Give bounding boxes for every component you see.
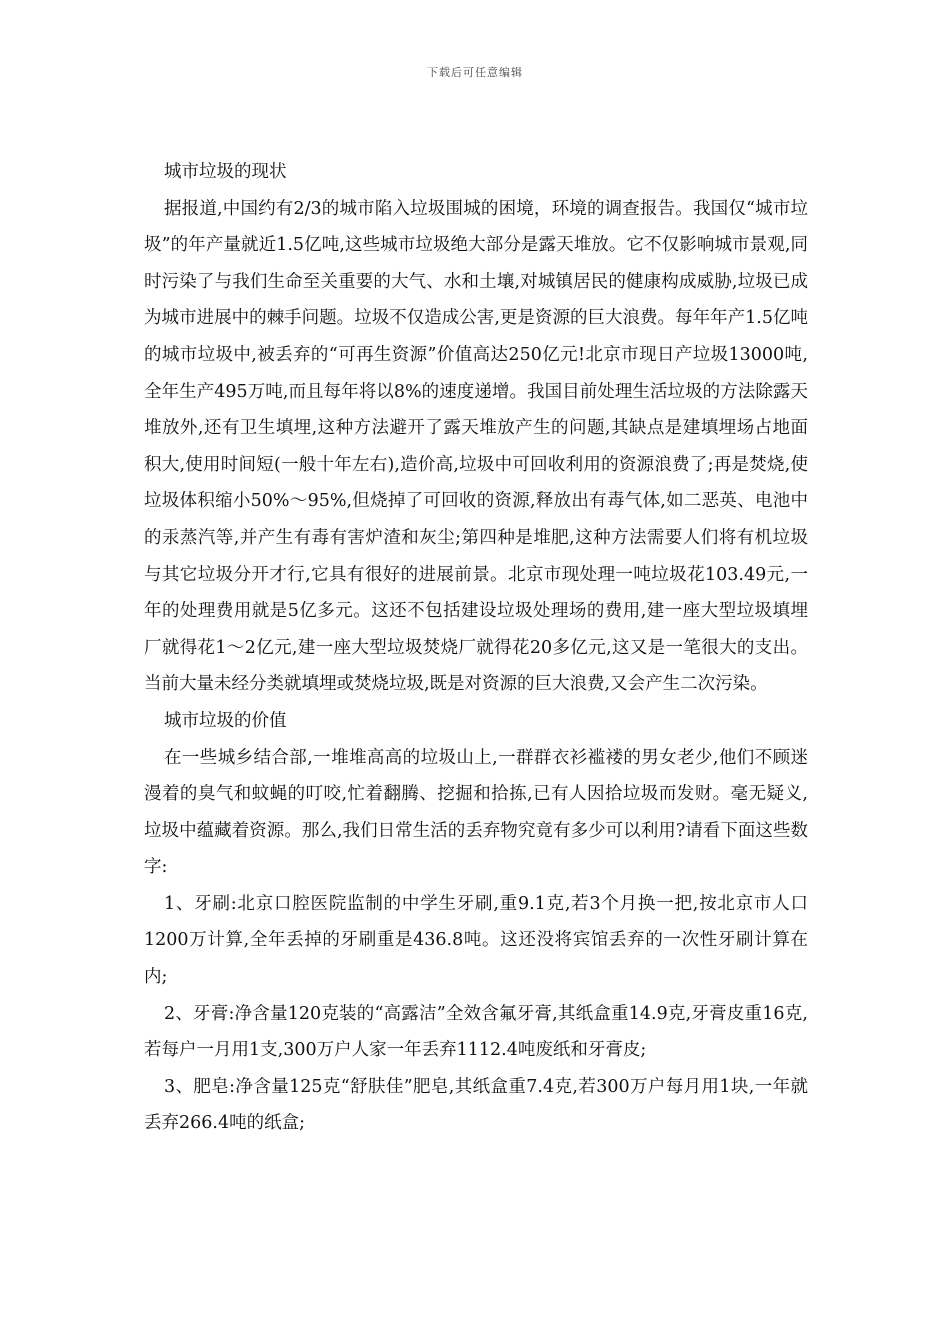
paragraph-toothbrush: 1、牙刷:北京口腔医院监制的中学生牙刷,重9.1克,若3个月换一把,按北京市人口1200万计算,全年丢掉的牙刷重是436.8吨。这还没将宾馆丢弃的一次性牙刷计算在内; xyxy=(144,893,808,988)
document-body xyxy=(144,154,808,1142)
section-heading-status: 城市垃圾的现状 xyxy=(164,162,287,182)
paragraph-toothpaste: 2、牙膏:净含量120克装的“高露洁”全效含氟牙膏,其纸盒重14.9克,牙膏皮重16克,若每户一月用1支,300万户人家一年丢弃1112.4吨废纸和牙膏皮; xyxy=(144,1003,808,1061)
paragraph-soap: 3、肥皂:净含量125克“舒肤佳”肥皂,其纸盒重7.4克,若300万户每月用1块,一年就丢弃266.4吨的纸盒; xyxy=(144,1076,808,1134)
paragraph-status: 据报道,中国约有2/3的城市陷入垃圾围城的困境，环境的调查报告。我国仅“城市垃圾”的年产量就近1.5亿吨,这些城市垃圾绝大部分是露天堆放。它不仅影响城市景观,同时污染了与我们生命至关重要的大气、水和土壤,对城镇居民的健康构成威胁,垃圾已成为城市进展中的棘手问题。垃圾不仅造成公害,更是资源的巨大浪费。每年年产1.5亿吨的城市垃圾中,被丢弃的“可再生资源”价值高达250亿元!北京市现日产垃圾13000吨,全年生产495万吨,而且每年将以8%的速度递增。我国目前处理生活垃圾的方法除露天堆放外,还有卫生填埋,这种方法避开了露天堆放产生的问题,其缺点是建填埋场占地面积大,使用时间短(一般十年左右),造价高,垃圾中可回收利用的资源浪费了;再是焚烧,使垃圾体积缩小50%～95%,但烧掉了可回收的资源,释放出有毒气体,如二恶英、电池中的汞蒸汽等,并产生有毒有害炉渣和灰尘;第四种是堆肥,这种方法需要人们将有机垃圾与其它垃圾分开才行,它具有很好的进展前景。北京市现处理一吨垃圾花103.49元,一年的处理费用就是5亿多元。这还不包括建设垃圾处理场的费用,建一座大型垃圾填埋厂就得花1～2亿元,建一座大型垃圾焚烧厂就得花20多亿元,这又是一笔很大的支出。当前大量未经分类就填埋或焚烧垃圾,既是对资源的巨大浪费,又会产生二次污染。 xyxy=(144,198,808,695)
section-heading-value: 城市垃圾的价值 xyxy=(164,710,287,731)
page-header: 下载后可任意编辑 xyxy=(427,66,523,79)
paragraph-value-intro: 在一些城乡结合部,一堆堆高高的垃圾山上,一群群衣衫褴褛的男女老少,他们不顾迷漫着的臭气和蚊蝇的叮咬,忙着翻腾、挖掘和拾拣,已有人因拾垃圾而发财。毫无疑义,垃圾中蕴藏着资源。那么,我们日常生活的丢弃物究竟有多少可以利用?请看下面这些数字: xyxy=(144,747,808,878)
